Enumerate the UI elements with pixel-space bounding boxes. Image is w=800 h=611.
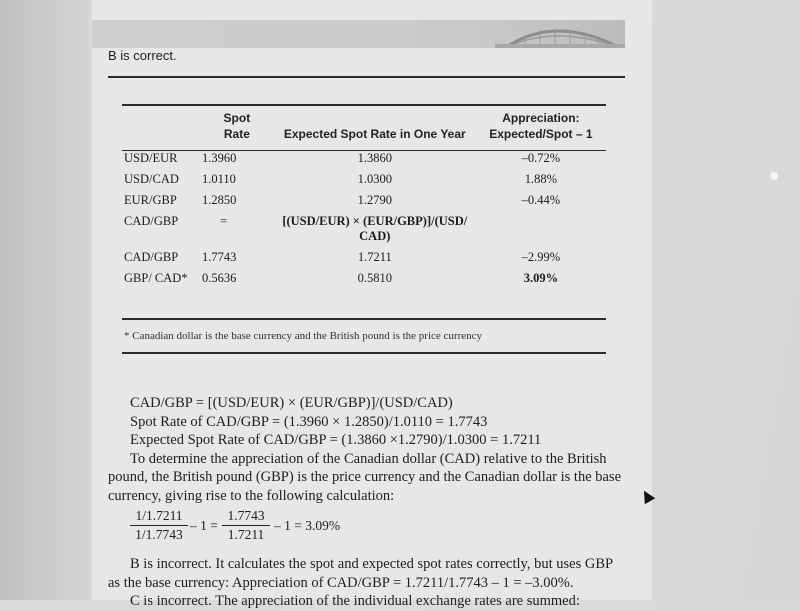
table-row: USD/EUR 1.3960 1.3860 –0.72% bbox=[124, 151, 561, 165]
table-row: USD/CAD 1.0110 1.0300 1.88% bbox=[124, 172, 558, 186]
paragraph: C is incorrect. The appreciation of the individual exchange rates are summed: bbox=[130, 593, 580, 609]
explanation-text bbox=[108, 394, 623, 611]
table-row: GBP/ CAD* 0.5636 0.5810 3.09% bbox=[124, 271, 559, 285]
header-appreciation: Appreciation: Expected/Spot – 1 bbox=[489, 111, 593, 141]
footnote-rule bbox=[122, 352, 606, 354]
document-page bbox=[92, 0, 652, 609]
header-band bbox=[92, 20, 625, 48]
equation-line: Expected Spot Rate of CAD/GBP = (1.3860 ×1.2790)/1.0300 = 1.7211 bbox=[130, 432, 542, 448]
formula-operator: – 1 = bbox=[190, 518, 218, 533]
header-pair bbox=[122, 110, 202, 148]
table-bottom-rule bbox=[122, 318, 606, 320]
fraction: $\frac{1/1.7211}{1/1.7743}$ bbox=[130, 507, 188, 544]
screen-glare bbox=[770, 172, 778, 180]
table-top-rule bbox=[122, 104, 606, 106]
fraction: $\frac{1.7743}{1.7211}$ bbox=[222, 507, 270, 544]
table-header-row bbox=[122, 110, 604, 148]
equation-line: Spot Rate of CAD/GBP = (1.3960 × 1.2850)/1.0110 = 1.7743 bbox=[130, 413, 488, 430]
divider-top bbox=[108, 76, 625, 78]
exchange-rate-table bbox=[122, 110, 604, 289]
screen-bezel-left bbox=[0, 0, 90, 600]
header-expected: Expected Spot Rate in One Year bbox=[283, 127, 466, 141]
paragraph: B is incorrect. It calculates the spot and expected spot rates correctly, but uses GBP as the base currency: Appreciation of CAD/GBP = 1.7211/1.7743 – 1 = –3.00%. bbox=[108, 556, 613, 591]
table-header-rule bbox=[122, 150, 606, 151]
answer-status: B is correct. bbox=[108, 48, 177, 63]
table-footnote: * Canadian dollar is the base currency and the British pound is the price currency bbox=[124, 330, 482, 342]
appreciation-formula bbox=[130, 507, 623, 551]
table-row: CAD/GBP 1.7743 1.7211 –2.99% bbox=[124, 250, 561, 264]
equation-line: CAD/GBP = [(USD/EUR) × (EUR/GBP)]/(USD/CAD) bbox=[130, 395, 453, 411]
formula-result: – 1 = 3.09% bbox=[274, 518, 341, 533]
header-spot-rate: Spot Rate bbox=[223, 111, 251, 141]
bridge-illustration bbox=[495, 20, 625, 48]
table-row: EUR/GBP 1.2850 1.2790 –0.44% bbox=[124, 193, 561, 207]
paragraph: To determine the appreciation of the Canadian dollar (CAD) relative to the British pound, the British pound (GBP) is the price currency and the Canadian dollar is the base currency, giving rise to the following calculation: bbox=[108, 450, 622, 504]
table-row: CAD/GBP = [(USD/EUR) × (EUR/GBP)]/(USD/ CAD) bbox=[124, 214, 468, 243]
